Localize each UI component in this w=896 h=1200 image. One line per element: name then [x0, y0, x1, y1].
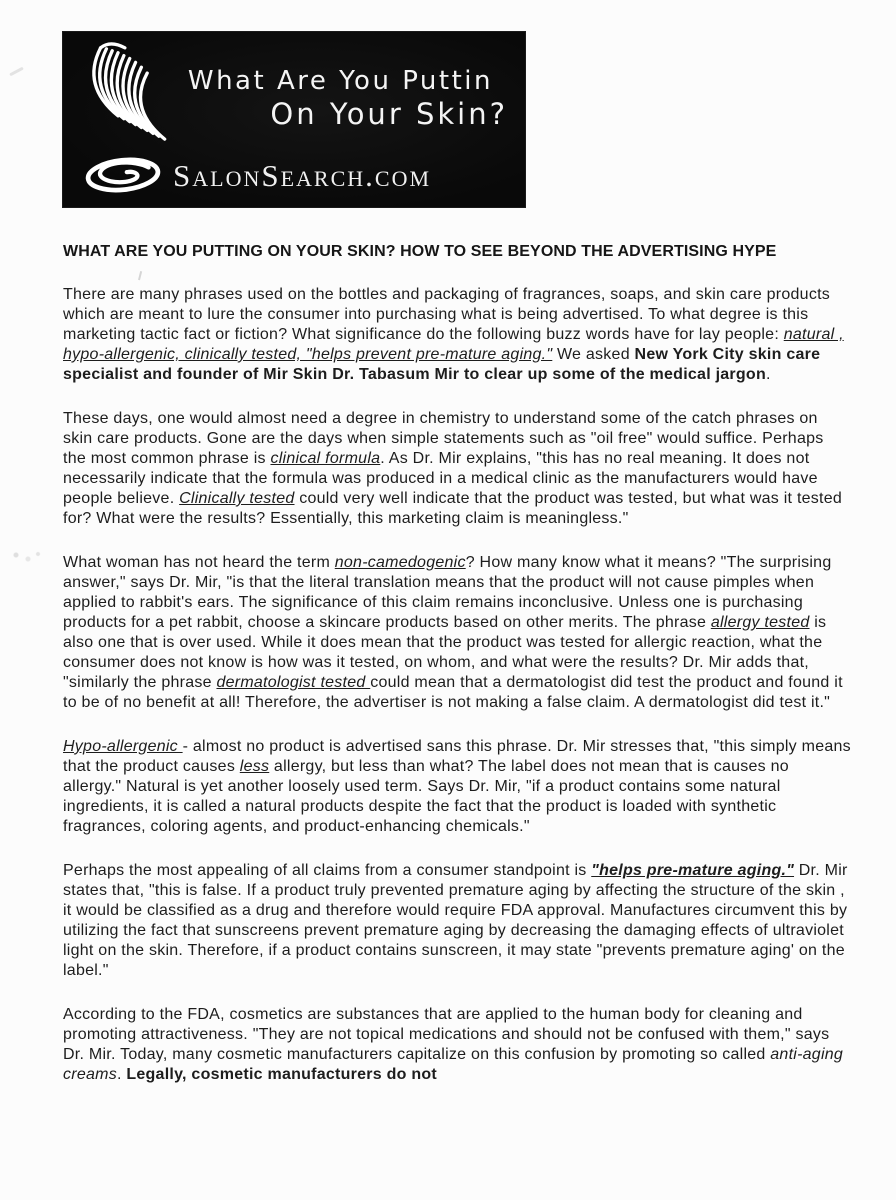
hair-swoosh-icon: [71, 42, 169, 144]
paragraph: [63, 409, 851, 529]
article: [63, 241, 851, 1083]
text-segment: anti-aging creams: [63, 1046, 844, 1083]
text-segment: There are many phrases used on the bottles and packaging of fragrances, soaps, and skin care products which are meant to lure the consumer into purchasing what is being advertised. To what degree is this marketing tactic fact or fiction? What significance do the following buzz words have for lay people:: [63, 286, 831, 343]
text-segment: According to the FDA, cosmetics are substances that are applied to the human body for cleaning and promoting attractiveness. "They are not topical medications and should not be confused with them," says Dr. Mir. Today, many cosmetic manufacturers capitalize on this confusion by promoting so called: [63, 1006, 830, 1063]
text-segment: New York City skin care specialist and founder of Mir Skin Dr. Tabasum Mir to clear up some of the medical jargon: [63, 346, 821, 383]
text-segment: We asked: [552, 346, 635, 363]
paragraph: [63, 285, 851, 385]
text-segment: - almost no product is advertised sans this phrase. Dr. Mir stresses that, "this simply means that the product causes: [63, 738, 851, 775]
text-segment: . As Dr. Mir explains, "this has no real meaning. It does not necessarily indicate that the formula was produced in a medical clinic as the manufacturers would have people believe.: [63, 450, 818, 507]
text-segment: ? How many know what it means? "The surprising answer," says Dr. Mir, "is that the literal translation means that the product will not cause pimples when applied to rabbit's ears. The significance of this claim remains inconclusive. Unless one is purchasing products for a pet rabbit, choose a skincare products based on other merits. The phrase: [63, 554, 832, 631]
text-segment: Clinically tested: [179, 490, 295, 507]
banner-brand-row: [83, 157, 431, 193]
banner-headline-line1: What Are You Puttin: [187, 66, 493, 96]
text-segment: less: [239, 758, 270, 775]
text-segment: Legally, cosmetic manufacturers do not: [126, 1066, 437, 1083]
text-segment: Perhaps the most appealing of all claims from a consumer standpoint is: [63, 862, 592, 879]
text-segment: non-camedogenic: [334, 554, 466, 571]
text-segment: What woman has not heard the term: [63, 554, 335, 571]
text-segment: is also one that is over used. While it does mean that the product was tested for allergic reaction, what the consumer does not know is how was it tested, on whom, and what were the results? Dr. Mir adds that, "similarly the phrase: [63, 614, 827, 691]
paragraph: [63, 737, 851, 837]
banner-brand-text: SalonSearch.com: [173, 157, 432, 193]
text-segment: could very well indicate that the product was tested, but what was it tested for? What were the results? Essentially, this marketing claim is meaningless.": [63, 490, 843, 527]
paragraph: [63, 1005, 851, 1083]
text-segment: dermatologist tested: [216, 674, 371, 691]
text-segment: natural , hypo-allergenic, clinically tested, "helps prevent pre-mature aging.": [63, 326, 844, 363]
text-segment: .: [765, 366, 771, 383]
paragraph: [63, 553, 851, 713]
text-segment: could mean that a dermatologist did test the product and found it to be of no benefit at all! Therefore, the advertiser is not making a false claim. A dermatologist did test it.": [63, 674, 843, 711]
text-segment: clinical formula: [270, 450, 381, 467]
text-segment: "helps pre-mature aging.": [591, 862, 795, 879]
article-heading: WHAT ARE YOU PUTTING ON YOUR SKIN? HOW TO SEE BEYOND THE ADVERTISING HYPE: [63, 243, 777, 260]
scan-artifact: [9, 67, 24, 77]
paragraph: [63, 861, 851, 981]
text-segment: allergy tested: [710, 614, 810, 631]
text-segment: Hypo-allergenic: [63, 738, 183, 755]
banner-headline-line2: On Your Skin?: [270, 97, 508, 131]
salonsearch-oval-swirl-icon: [83, 157, 163, 193]
article-body: [63, 285, 851, 1083]
text-segment: Dr. Mir states that, "this is false. If a product truly prevented premature aging by affecting the structure of the skin , it would be classified as a drug and therefore would require FDA approval. Manufactures circumvent this by utilizing the fact that sunscreens prevent premature aging by decreasing the damaging effects of ultraviolet light on the skin. Therefore, if a product contains sunscreen, it may state "prevents premature aging' on the label.": [63, 862, 848, 979]
salonsearch-ad-banner: [63, 32, 525, 207]
scan-artifact: [12, 551, 42, 563]
text-segment: These days, one would almost need a degree in chemistry to understand some of the catch phrases on skin care products. Gone are the days when simple statements such as "oil free" would suffice. Perhaps the most common phrase is: [63, 410, 824, 467]
text-segment: .: [116, 1066, 127, 1083]
text-segment: allergy, but less than what? The label does not mean that is causes no allergy." Natural is yet another loosely used term. Says Dr. Mir, "if a product contains some natural ingredients, it is called a natural products despite the fact that the product is loaded with synthetic fragrances, coloring agents, and product-enhancing chemicals.": [63, 758, 789, 835]
